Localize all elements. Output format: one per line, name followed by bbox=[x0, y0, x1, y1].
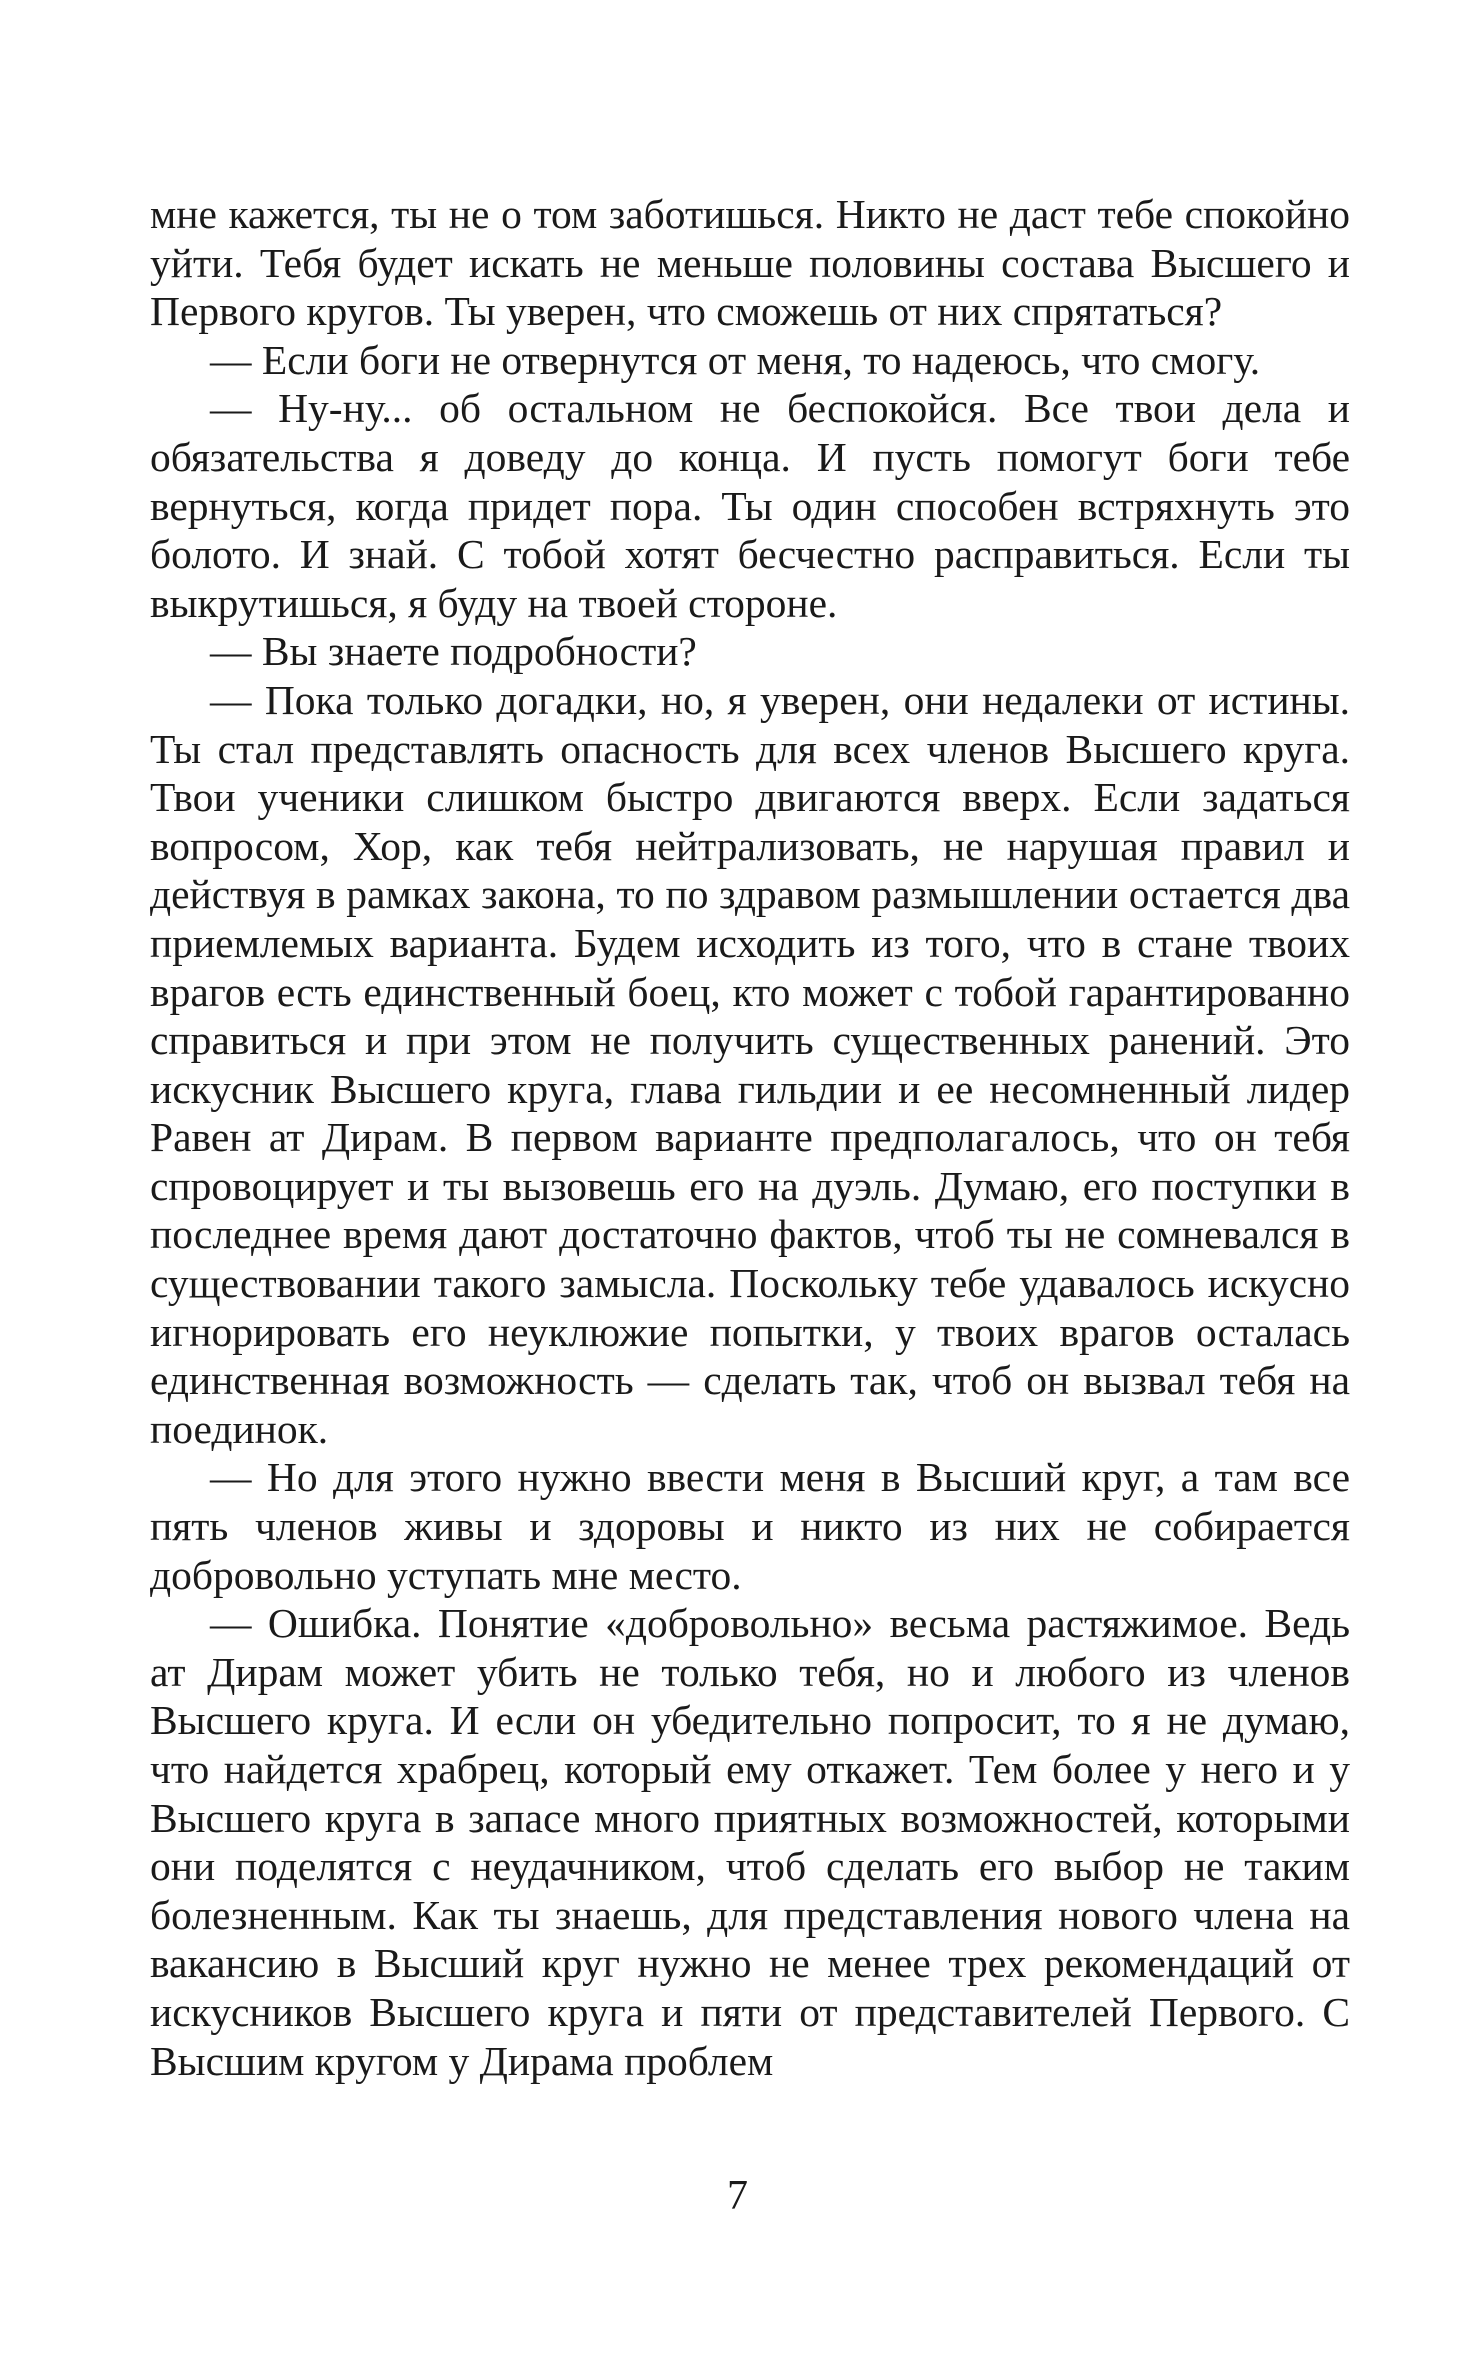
paragraph-3: — Ну-ну... об остальном не беспокойся. Все твои дела и обязательства я доведу до конца. И пусть помогут боги тебе вернуться, когда придет пора. Ты один способен встряхнуть это болото. И знай. С тобой хотят бесчестно расправиться. Если ты выкрутишься, я буду на твоей стороне. bbox=[150, 385, 1350, 626]
paragraph-7: — Ошибка. Понятие «добровольно» весьма растяжимое. Ведь ат Дирам может убить не только тебя, но и любого из членов Высшего круга. И если он убедительно попросит, то я не думаю, что найдется храбрец, который ему откажет. Тем более у него и у Высшего круга в запасе много приятных возможностей, которыми они поделятся с неудачником, чтоб сделать его выбор не таким болезненным. Как ты знаешь, для представления нового члена на вакансию в Высший круг нужно не менее трех рекомендаций от искусников Высшего круга и пяти от представителей Первого. С Высшим кругом у Дирама проблем bbox=[150, 1600, 1350, 2084]
paragraph-6: — Но для этого нужно ввести меня в Высший круг, а там все пять членов живы и здоровы и никто из них не собирается добровольно уступать мне место. bbox=[150, 1454, 1350, 1598]
page-number: 7 bbox=[727, 2173, 748, 2219]
paragraph-1: мне кажется, ты не о том заботишься. Никто не даст тебе спокойно уйти. Тебя будет искать не меньше половины состава Высшего и Первого кругов. Ты уверен, что сможешь от них спрятаться? bbox=[150, 191, 1350, 335]
body-text bbox=[150, 190, 1350, 2085]
paragraph-4: — Вы знаете подробности? bbox=[210, 628, 697, 675]
paragraph-2: — Если боги не отвернутся от меня, то надеюсь, что смогу. bbox=[210, 336, 1261, 383]
paragraph-5: — Пока только догадки, но, я уверен, они недалеки от истины. Ты стал представлять опасность для всех членов Высшего круга. Твои ученики слишком быстро двигаются вверх. Если задаться вопросом, Хор, как тебя нейтрализовать, не нарушая правил и действуя в рамках закона, то по здравом размышлении остается два приемлемых варианта. Будем исходить из того, что в стане твоих врагов есть единственный боец, кто может с тобой гарантированно справиться и при этом не получить существенных ранений. Это искусник Высшего круга, глава гильдии и ее несомненный лидер Равен ат Дирам. В первом варианте предполагалось, что он тебя спровоцирует и ты вызовешь его на дуэль. Думаю, его поступки в последнее время дают достаточно фактов, чтоб ты не сомневался в существовании такого замысла. Поскольку тебе удавалось искусно игнорировать его неуклюжие попытки, у твоих врагов осталась единственная возможность — сделать так, чтоб он вызвал тебя на поединок. bbox=[150, 676, 1350, 1452]
